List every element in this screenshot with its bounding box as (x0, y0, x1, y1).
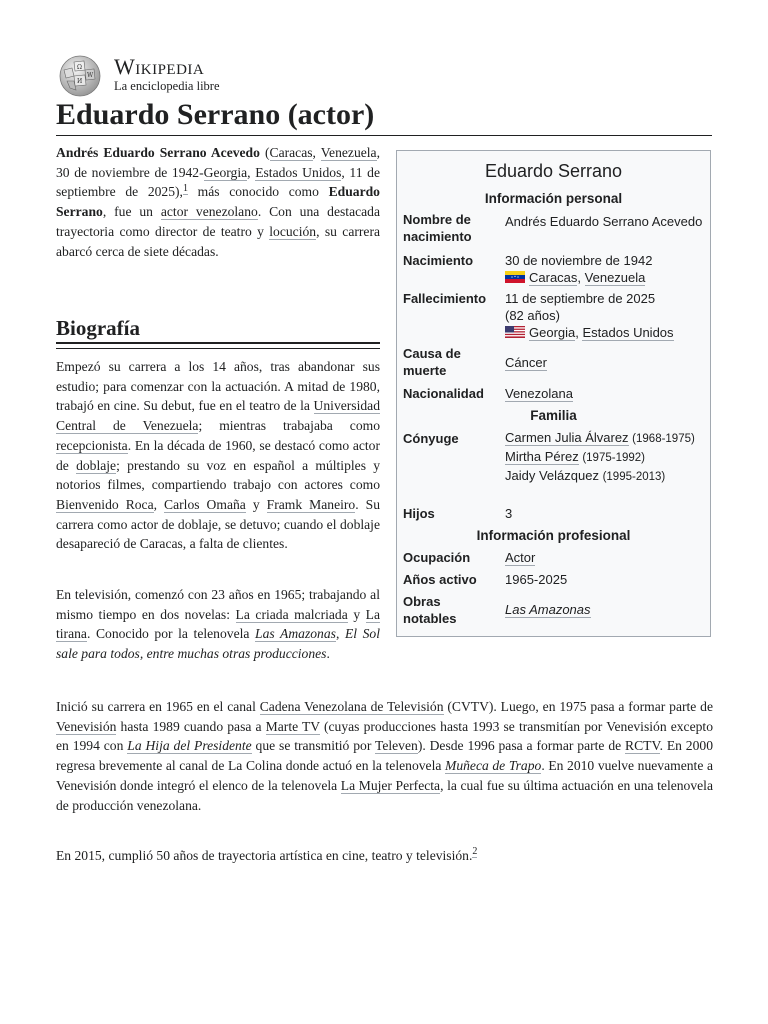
text: . Conocido por la telenovela (86, 626, 256, 642)
label-nacimiento: Nacimiento (403, 253, 474, 268)
link-spouse-2[interactable]: Mirtha Pérez (505, 449, 579, 464)
svg-text:Ω: Ω (77, 64, 82, 71)
link-cvtv[interactable]: Cadena Venezolana de Televisión (259, 699, 444, 714)
site-header (56, 52, 356, 98)
link-carlos-omana[interactable]: Carlos Omaña (164, 496, 246, 512)
value-conyuge (505, 429, 705, 486)
text: . En 2000 regresa brevemente al canal de La Colina donde actuó en la telenovela (56, 738, 713, 774)
infobox-section-profesional: Información profesional (476, 528, 631, 543)
link-ucv[interactable]: Universidad Central de Venezuela (56, 398, 380, 434)
bio-paragraph-1 (56, 357, 380, 554)
wikipedia-wordmark[interactable]: Wikipedia (114, 54, 205, 79)
text: , (335, 626, 345, 642)
text: . Su carrera como actor de doblaje, se detuvo; cuando el doblaje desapareció de Caracas, a falta de clientes. (56, 496, 380, 552)
link-obra-las-amazonas[interactable]: Las Amazonas (505, 602, 591, 617)
bio-paragraph-4 (56, 846, 713, 866)
text: más conocido como (187, 184, 329, 200)
wikipedia-tagline: La enciclopedia libre (114, 79, 220, 93)
value-nacionalidad (505, 385, 705, 402)
spouse-1-years: (1968-1975) (632, 433, 695, 445)
text: , 30 de noviembre de 1942- (56, 145, 380, 180)
birth-date: 30 de noviembre de 1942 (505, 253, 653, 268)
text: . Con una destacada trayectoria como director de teatro y (56, 204, 380, 239)
value-fallecimiento: 11 de septiembre de 2025 (82 años) Georgia, Estados Unidos (505, 291, 674, 340)
text: y (245, 496, 267, 512)
link-venevision[interactable]: Venevisión (56, 718, 117, 734)
intro-paragraph (56, 143, 380, 261)
full-name: Andrés Eduardo Serrano Acevedo (56, 145, 260, 160)
death-age: (82 años) (505, 308, 560, 323)
section-divider (56, 342, 380, 349)
link-birth-city[interactable]: Caracas (529, 270, 578, 285)
label-causa-muerte: Causa de muerte (403, 346, 461, 378)
text: En 2015, cumplió 50 años de trayectoria artística en cine, teatro y televisión. (56, 848, 473, 863)
link-death-city[interactable]: Georgia (529, 325, 576, 340)
value-nacimiento: 30 de noviembre de 1942 Caracas, Venezuela (505, 253, 653, 285)
label-ocupacion: Ocupación (403, 550, 471, 565)
value-anos-activo: 1965-2025 (505, 572, 568, 587)
text: , (312, 145, 321, 160)
text: ( (259, 145, 270, 160)
text: ; mientras trabajaba como (198, 418, 380, 434)
link-actor[interactable]: Actor (505, 550, 536, 565)
link-las-amazonas[interactable]: Las Amazonas (255, 626, 336, 642)
death-date: 11 de septiembre de 2025 (505, 291, 656, 306)
link-venezuela[interactable]: Venezuela (320, 145, 377, 160)
link-doblaje[interactable]: doblaje (76, 457, 117, 473)
label-hijos: Hijos (403, 506, 435, 521)
link-framk-maneiro[interactable]: Framk Maneiro (266, 496, 356, 512)
link-la-criada-malcriada[interactable]: La criada malcriada (235, 606, 348, 622)
text: , (153, 496, 165, 512)
text: ). Desde 1996 pasa a formar parte de (417, 738, 626, 754)
text: ; prestando su voz en español a múltiples y notorios filmes, compartiendo trabajo con actores como (56, 457, 380, 493)
text: Empezó su carrera a los 14 años, tras abandonar sus estudio; para comenzar con la actuación. A mitad de 1980, trabajó en cine. Su debut, fue en el teatro de la (56, 359, 380, 414)
infobox-title: Eduardo Serrano (484, 161, 623, 181)
value-obras-notables (505, 601, 705, 618)
wikipedia-globe-icon[interactable] (56, 54, 104, 98)
section-heading-biografia: Biografía (56, 316, 140, 340)
spouse-2-years: (1975-1992) (582, 452, 645, 464)
text: , 11 de septiembre de 2025), (56, 164, 380, 200)
link-recepcionista[interactable]: recepcionista (56, 437, 128, 453)
value-nombre-nacimiento: Andrés Eduardo Serrano Acevedo (505, 214, 703, 229)
infobox (396, 150, 711, 637)
link-birth-country[interactable]: Venezuela (584, 270, 646, 285)
link-la-mujer-perfecta[interactable]: La Mujer Perfecta (340, 777, 441, 793)
text: y (347, 606, 366, 622)
link-televen[interactable]: Televen (374, 738, 418, 754)
text: . (326, 646, 330, 662)
svg-text:W: W (87, 72, 94, 79)
text: hasta 1989 cuando pasa a (116, 718, 266, 734)
label-nombre-nacimiento: Nombre de nacimiento (403, 212, 472, 244)
text: que se transmitió por (251, 738, 375, 754)
text: , (247, 164, 256, 180)
text: Inició su carrera en 1965 en el canal (56, 699, 260, 714)
link-caracas[interactable]: Caracas (269, 145, 313, 160)
value-hijos: 3 (505, 506, 513, 521)
spouse-3: Jaidy Velázquez (505, 468, 599, 483)
reference-2[interactable]: 2 (472, 846, 478, 858)
link-locucion[interactable]: locución (269, 223, 317, 239)
reference-1[interactable]: 1 (182, 182, 188, 194)
link-muneca-de-trapo[interactable]: Muñeca de Trapo (445, 758, 542, 774)
link-bienvenido-roca[interactable]: Bienvenido Roca (56, 496, 154, 512)
link-la-tirana[interactable]: La tirana (56, 606, 381, 642)
link-estados-unidos[interactable]: Estados Unidos (255, 164, 342, 180)
link-venezolana[interactable]: Venezolana (505, 386, 573, 401)
link-marte-tv[interactable]: Marte TV (265, 718, 320, 734)
page-title: Eduardo Serrano (actor) (56, 97, 712, 136)
link-cancer[interactable]: Cáncer (505, 355, 547, 370)
link-georgia[interactable]: Georgia (203, 164, 248, 180)
text: (CVTV). Luego, en 1975 pasa a formar parte de (443, 699, 714, 714)
text: , fue un (102, 204, 161, 220)
text: , su carrera abarcó cerca de siete décadas. (56, 223, 381, 259)
usa-flag-icon (505, 326, 525, 338)
italic-text: El Sol sale para todos, entre muchas otras producciones (56, 626, 381, 662)
link-rctv[interactable]: RCTV (625, 738, 660, 754)
infobox-section-familia: Familia (530, 408, 577, 423)
value-causa-muerte (505, 354, 705, 371)
venezuela-flag-icon (505, 271, 525, 283)
label-obras-notables: Obras notables (403, 594, 457, 626)
text: . En la década de 1960, se destacó como actor de (56, 437, 380, 473)
label-fallecimiento: Fallecimiento (403, 291, 487, 306)
svg-text:И: И (77, 78, 83, 85)
label-nacionalidad: Nacionalidad (403, 386, 484, 401)
infobox-section-personal: Información personal (484, 191, 623, 206)
label-conyuge: Cónyuge (403, 431, 459, 446)
label-anos-activo: Años activo (403, 572, 477, 587)
bio-paragraph-2 (56, 585, 380, 664)
known-as: Eduardo Serrano (56, 184, 380, 220)
text: , la cual fue su última actuación en una telenovela de producción venezolana. (56, 777, 713, 813)
text: . En 2010 vuelve nuevamente a Venevisión donde integró el elenco de la telenovela (56, 758, 713, 793)
text: En televisión, comenzó con 23 años en 1965; trabajando al mismo tiempo en dos novelas: (56, 587, 380, 622)
link-la-hija-del-presidente[interactable]: La Hija del Presidente (127, 738, 252, 754)
link-actor-venezolano[interactable]: actor venezolano (160, 204, 258, 220)
text: (cuyas producciones hasta 1993 se transmitían por Venevisión excepto en 1994 con (56, 718, 713, 754)
bio-paragraph-3 (56, 697, 713, 815)
link-death-country[interactable]: Estados Unidos (582, 325, 674, 340)
spouse-3-years: (1995-2013) (602, 471, 666, 483)
link-spouse-1[interactable]: Carmen Julia Álvarez (505, 430, 629, 445)
value-ocupacion (505, 549, 705, 566)
